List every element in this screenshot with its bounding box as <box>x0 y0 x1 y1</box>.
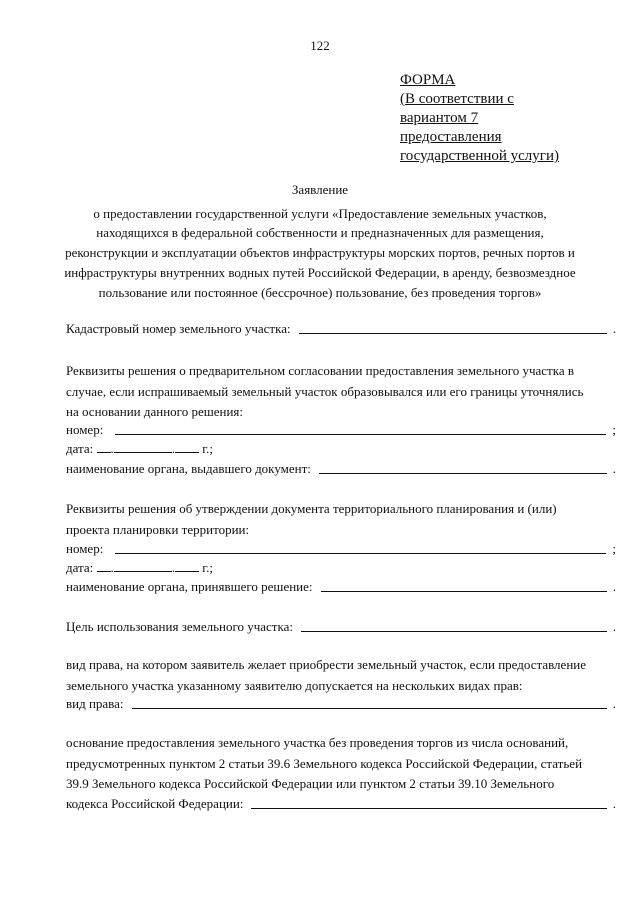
planning-number-field[interactable] <box>115 552 606 554</box>
basis-paragraph: основание предоставления земельного участка без проведения торгов из числа оснований, предусмотренных пунктом 2 статьи 39.6 Земельного кодекса Российской Федерации, статьей 39.9 Земельного кодекса Российской Федерации или пунктом 2 статьи 39.10 Земельного <box>66 735 583 791</box>
basis-field[interactable] <box>251 807 606 809</box>
prelim-date-row: дата: . . г.; <box>66 441 214 456</box>
preliminary-decision-paragraph: Реквизиты решения о предварительном согласовании предоставления земельного участка в случае, если испрашиваемый земельный участок образовывался или его границы уточнялись на основании данного решения: <box>66 363 584 419</box>
page-number: 122 <box>310 38 330 53</box>
purpose-field[interactable] <box>301 630 607 632</box>
prelim-date-day[interactable] <box>97 441 111 453</box>
cadastral-number-row: Кадастровый номер земельного участка: . <box>66 321 616 336</box>
planning-date-month[interactable] <box>114 560 172 572</box>
subject-line: пользование или постоянное (бессрочное) пользование, без проведения торгов» <box>98 285 542 300</box>
subject-line: инфраструктуры внутренних водных путей Российской Федерации, в аренду, безвозмездное <box>64 265 576 280</box>
form-title: ФОРМА <box>400 72 456 88</box>
document-title: Заявление <box>291 182 349 197</box>
basis-row: кодекса Российской Федерации: . <box>66 796 616 811</box>
prelim-authority-row: наименование органа, выдавшего документ: . <box>66 461 616 476</box>
form-header: ФОРМА (В соответствии с вариантом 7 предоставления государственной услуги) <box>400 72 559 164</box>
prelim-date-year[interactable] <box>175 441 199 453</box>
prelim-number-row: номер: ; <box>66 422 616 437</box>
subject-line: находящихся в федеральной собственности и предназначенных для размещения, <box>96 225 544 240</box>
planning-decision-paragraph: Реквизиты решения об утверждении документа территориального планирования и (или) проекта планировки территории: <box>66 501 557 537</box>
cadastral-number-field[interactable] <box>299 332 607 334</box>
right-type-field[interactable] <box>132 707 607 709</box>
planning-date-year[interactable] <box>175 560 199 572</box>
planning-number-row: номер: ; <box>66 541 616 556</box>
subject-line: реконструкции и эксплуатации объектов инфраструктуры морских портов, речных портов и <box>65 245 575 260</box>
planning-authority-row: наименование органа, принявшего решение: . <box>66 579 616 594</box>
prelim-date-month[interactable] <box>114 441 172 453</box>
planning-date-day[interactable] <box>97 560 111 572</box>
right-type-paragraph: вид права, на котором заявитель желает приобрести земельный участок, если предоставление земельного участка указанному заявителю допускается на нескольких видах прав: <box>66 657 586 693</box>
planning-date-row: дата: . . г.; <box>66 560 214 575</box>
subject-line: о предоставлении государственной услуги «Предоставление земельных участков, <box>93 206 547 221</box>
prelim-authority-field[interactable] <box>319 472 607 474</box>
prelim-number-field[interactable] <box>115 433 606 435</box>
planning-authority-field[interactable] <box>321 590 607 592</box>
right-type-row: вид права: . <box>66 696 616 711</box>
purpose-row: Цель использования земельного участка: . <box>66 619 616 634</box>
cadastral-number-label: Кадастровый номер земельного участка: <box>66 321 291 336</box>
